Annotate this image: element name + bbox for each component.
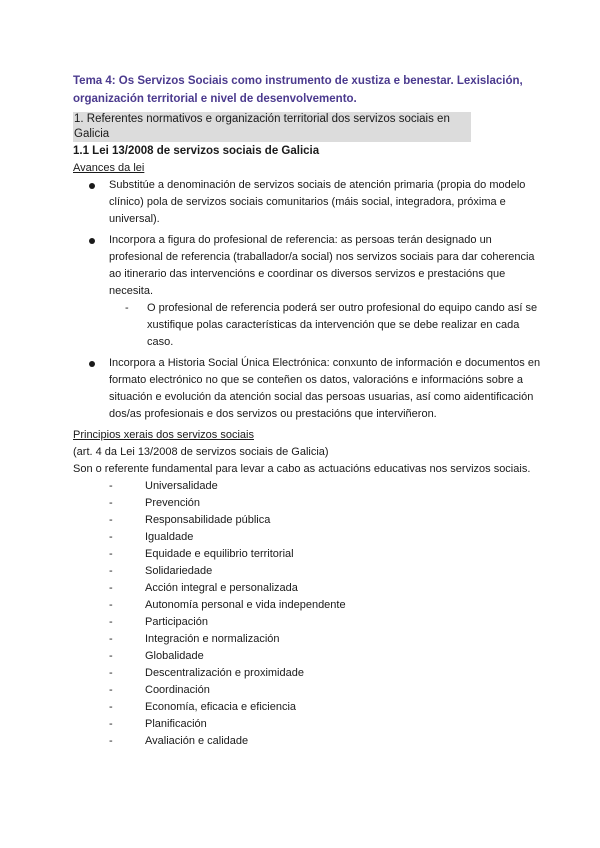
dash-icon: -	[109, 548, 113, 560]
dash-icon: -	[109, 497, 113, 509]
avances-heading: Avances da lei	[73, 162, 145, 174]
avances-list	[73, 177, 543, 423]
list-item-text: Globalidade	[145, 650, 204, 662]
dash-icon: -	[109, 531, 113, 543]
list-item	[109, 648, 543, 665]
dash-icon: -	[109, 514, 113, 526]
list-item	[109, 563, 543, 580]
section-1-1-heading: 1.1 Lei 13/2008 de servizos sociais de Galicia	[73, 145, 320, 157]
principios-intro: Son o referente fundamental para levar a cabo as actuacións educativas nos servizos sociais.	[73, 463, 531, 475]
list-item	[109, 580, 543, 597]
list-item-text: Substitúe a denominación de servizos sociais de atención primaria (propia do modelo clínico) pola de servizos sociais comunitarios (máis social, integradora, próxima e universal).	[109, 179, 526, 225]
list-item	[89, 177, 543, 228]
bullet-icon	[89, 361, 95, 367]
principios-reference: (art. 4 da Lei 13/2008 de servizos sociais de Galicia)	[73, 446, 329, 458]
list-item	[109, 529, 543, 546]
list-item	[109, 614, 543, 631]
list-item	[89, 232, 543, 351]
list-item-text: Autonomía personal e vida independente	[145, 599, 346, 611]
sublist-item-text: O profesional de referencia poderá ser outro profesional do equipo cando así se xustifique polas características da intervención que se debe realizar en cada caso.	[147, 302, 538, 348]
dash-icon: -	[109, 667, 113, 679]
list-item-text: Acción integral e personalizada	[145, 582, 298, 594]
dash-icon: -	[109, 480, 113, 492]
dash-icon: -	[109, 735, 113, 747]
sublist-item	[125, 300, 543, 351]
dash-icon: -	[109, 565, 113, 577]
list-item-text: Solidariedade	[145, 565, 213, 577]
bullet-icon	[89, 183, 95, 189]
list-item	[109, 682, 543, 699]
list-item-text: Integración e normalización	[145, 633, 280, 645]
principios-heading: Principios xerais dos servizos sociais	[73, 429, 254, 441]
list-item-text: Participación	[145, 616, 208, 628]
list-item	[109, 512, 543, 529]
dash-icon: -	[109, 650, 113, 662]
dash-icon: -	[109, 633, 113, 645]
list-item-text: Prevención	[145, 497, 201, 509]
list-item-text: Planificación	[145, 718, 207, 730]
list-item	[109, 478, 543, 495]
list-item-text: Responsabilidade pública	[145, 514, 271, 526]
list-item-text: Equidade e equilibrio territorial	[145, 548, 294, 560]
dash-icon: -	[109, 599, 113, 611]
list-item	[109, 665, 543, 682]
list-item	[109, 495, 543, 512]
bullet-icon	[89, 238, 95, 244]
list-item	[109, 546, 543, 563]
list-item	[89, 355, 543, 423]
list-item-text: Descentralización e proximidade	[145, 667, 304, 679]
dash-icon: -	[109, 701, 113, 713]
list-item	[109, 733, 543, 750]
dash-icon: -	[109, 718, 113, 730]
dash-icon: -	[109, 684, 113, 696]
principios-list	[73, 478, 543, 750]
avances-sublist	[109, 300, 543, 351]
list-item-text: Avaliación e calidade	[145, 735, 249, 747]
list-item	[109, 699, 543, 716]
section-1-heading: 1. Referentes normativos e organización territorial dos servizos sociais en Galicia	[73, 112, 471, 142]
list-item-text: Incorpora a Historia Social Única Electrónica: conxunto de información e documentos en formato electrónico no que se conteñen os datos, valoracións e informacións sobre a situación e evolución da atención social das persoas usuarias, así como aidentificación dos/as profesionais e dos servizos ou prestacións que interviñeron.	[109, 357, 541, 420]
document-page	[73, 72, 543, 750]
list-item	[109, 716, 543, 733]
list-item-text: Incorpora a figura do profesional de referencia: as persoas terán designado un profesional de referencia (traballador/a social) nos servizos sociais para dar coherencia ao itinerario das intervencións e coordinar os diversos servizos e prestacións que necesita.	[109, 234, 535, 297]
list-item-text: Universalidade	[145, 480, 218, 492]
list-item	[109, 597, 543, 614]
document-title: Tema 4: Os Servizos Sociais como instrumento de xustiza e benestar. Lexislación, organización territorial e nivel de desenvolvemento.	[73, 75, 523, 105]
dash-icon: -	[109, 616, 113, 628]
dash-icon: -	[125, 302, 129, 314]
list-item-text: Coordinación	[145, 684, 210, 696]
list-item-text: Economía, eficacia e eficiencia	[145, 701, 297, 713]
list-item-text: Igualdade	[145, 531, 194, 543]
dash-icon: -	[109, 582, 113, 594]
list-item	[109, 631, 543, 648]
